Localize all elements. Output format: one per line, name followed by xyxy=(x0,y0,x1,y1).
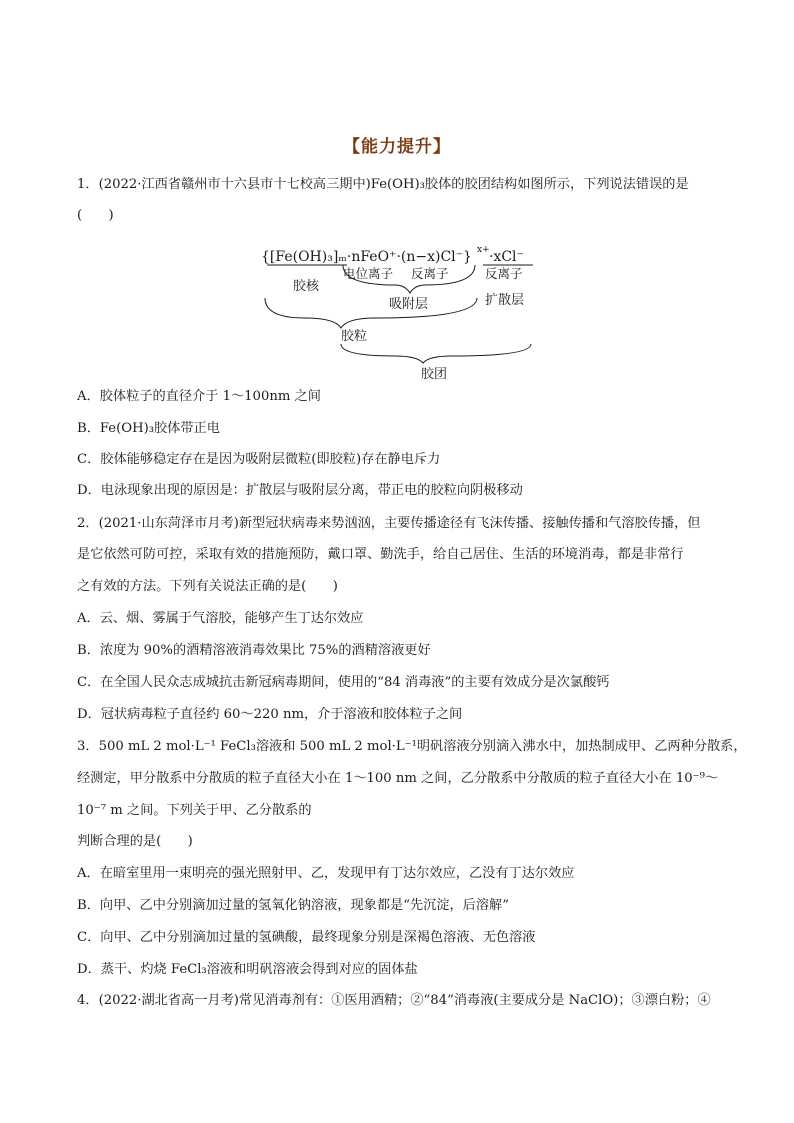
q1-answer-blank: ( ) xyxy=(77,208,114,223)
label-micelle: 胶团 xyxy=(421,367,448,382)
label-counter-ion-2: 反离子 xyxy=(485,266,523,281)
q1-option-c: C．胶体能够稳定存在是因为吸附层微粒(即胶粒)存在静电斥力 xyxy=(77,452,441,467)
label-counter-ion: 反离子 xyxy=(411,266,449,281)
q3-option-d: D．蒸干、灼烧 FeCl₃溶液和明矾溶液会得到对应的固体盐 xyxy=(77,962,418,977)
micelle-structure-diagram xyxy=(255,242,545,382)
micelle-formula-counter: ·xCl⁻ xyxy=(489,249,524,265)
q2-option-b: B．浓度为 90%的酒精溶液消毒效果比 75%的酒精溶液更好 xyxy=(77,643,431,658)
q1-option-b: B．Fe(OH)₃胶体带正电 xyxy=(77,421,220,436)
q2-stem-line-3: 之有效的方法。下列有关说法正确的是( ) xyxy=(77,579,338,594)
q3-stem-line-2: 经测定，甲分散系中分散质的粒子直径大小在 1～100 nm 之间，乙分散系中分散质的粒子直径大小在 10⁻⁹～ xyxy=(77,771,719,786)
q1-option-a: A．胶体粒子的直径介于 1～100nm 之间 xyxy=(77,389,321,404)
particle-brace xyxy=(265,298,477,328)
q2-option-d: D．冠状病毒粒子直径约 60～220 nm，介于溶液和胶体粒子之间 xyxy=(77,707,463,722)
label-core: 胶核 xyxy=(293,279,320,294)
q2-stem-line-1: 2．(2021·山东菏泽市月考)新型冠状病毒来势汹汹，主要传播途径有飞沫传播、接触传播和气溶胶传播，但 xyxy=(77,516,701,531)
q1-option-d: D．电泳现象出现的原因是：扩散层与吸附层分离，带正电的胶粒向阴极移动 xyxy=(77,483,523,498)
label-adsorption: 吸附层 xyxy=(389,297,429,312)
q2-stem-line-2: 是它依然可防可控，采取有效的措施预防，戴口罩、勤洗手，给自己居住、生活的环境消毒，都是非常行 xyxy=(77,547,684,562)
micelle-formula-main: {[Fe(OH)₃]ₘ·nFeO⁺·(n−x)Cl⁻} xyxy=(261,249,472,265)
q3-stem-line-4: 判断合理的是( ) xyxy=(77,834,193,849)
label-particle: 胶粒 xyxy=(341,329,368,344)
q3-stem-line-1: 3．500 mL 2 mol·L⁻¹ FeCl₃溶液和 500 mL 2 mol·L⁻¹明矾溶液分别滴入沸水中，加热制成甲、乙两种分散系， xyxy=(77,739,747,754)
q3-option-b: B．向甲、乙中分别滴加过量的氢氧化钠溶液，现象都是“先沉淀，后溶解” xyxy=(77,898,509,913)
q3-stem-line-3: 10⁻⁷ m 之间。下列关于甲、乙分散系的 xyxy=(77,803,312,818)
label-potential-ion: 电位离子 xyxy=(343,266,394,281)
q1-stem: 1．(2022·江西省赣州市十六县市十七校高三期中)Fe(OH)₃胶体的胶团结构如图所示，下列说法错误的是 xyxy=(77,177,689,192)
micelle-brace xyxy=(341,344,531,363)
micelle-diagram-svg xyxy=(255,242,545,382)
micelle-formula-charge: x+ xyxy=(477,245,490,255)
q2-option-c: C．在全国人民众志成城抗击新冠病毒期间，使用的“84 消毒液”的主要有效成分是次氯酸钙 xyxy=(77,675,610,690)
q3-option-c: C．向甲、乙中分别滴加过量的氢碘酸，最终现象分别是深褐色溶液、无色溶液 xyxy=(77,930,536,945)
q2-option-a: A．云、烟、雾属于气溶胶，能够产生丁达尔效应 xyxy=(77,611,364,626)
q3-option-a: A．在暗室里用一束明亮的强光照射甲、乙，发现甲有丁达尔效应，乙没有丁达尔效应 xyxy=(77,866,575,881)
q4-stem-line-1: 4．(2022·湖北省高一月考)常见消毒剂有：①医用酒精；②“84”消毒液(主要成分是 NaClO)；③漂白粉；④ xyxy=(77,993,711,1008)
label-diffusion: 扩散层 xyxy=(485,293,525,308)
section-title: 【能力提升】 xyxy=(343,137,451,157)
